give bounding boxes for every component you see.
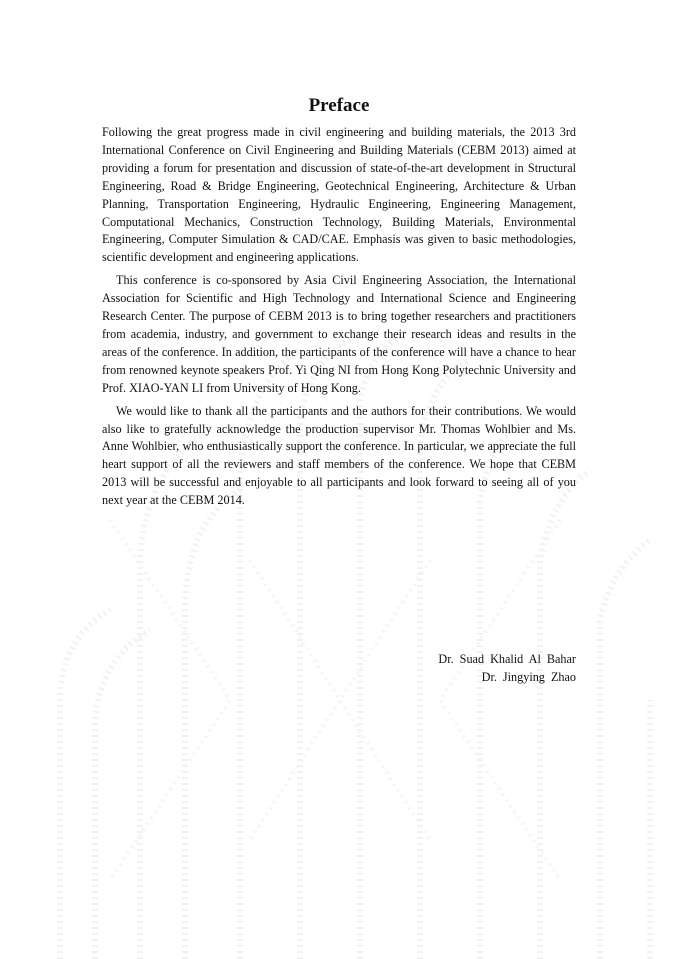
page-title: Preface bbox=[308, 95, 370, 116]
document-page bbox=[102, 92, 576, 515]
signature-suad-khalid-al-bahar: Dr. Suad Khalid Al Bahar bbox=[438, 652, 576, 666]
paragraph-intro: Following the great progress made in civil engineering and building materials, the 2013 3rd International Conference on Civil Engineering and Building Materials (CEBM 2013) aimed at providing a forum for presentation and discussion of state-of-the-art development in Structural Engineering, Road & Bridge Engineering, Geotechnical Engineering, Architecture & Urban Planning, Transportation Engineering, Hydraulic Engineering, Engineering Management, Computational Mechanics, Construction Technology, Building Materials, Environmental Engineering, Computer Simulation & CAD/CAE. Emphasis was given to basic methodologies, scientific development and engineering applications. bbox=[102, 125, 576, 265]
paragraph-sponsors: This conference is co-sponsored by Asia Civil Engineering Association, the International Association for Scientific and High Technology and International Science and Engineering Research Center. The purpose of CEBM 2013 is to bring together researchers and practitioners from academia, industry, and government to exchange their research ideas and results in the areas of the conference. In addition, the participants of the conference will have a chance to hear from renowned keynote speakers Prof. Yi Qing NI from Hong Kong Polytechnic University and Prof. XIAO-YAN LI from University of Hong Kong. bbox=[102, 273, 576, 395]
signature-block bbox=[438, 650, 576, 686]
paragraph-acknowledgements: We would like to thank all the participants and the authors for their contributions. We would also like to gratefully acknowledge the production supervisor Mr. Thomas Wohlbier and Ms. Anne Wohlbier, who enthusiastically support the conference. In particular, we appreciate the full heart support of all the reviewers and staff members of the conference. We hope that CEBM 2013 will be successful and enjoyable to all participants and look forward to seeing all of you next year at the CEBM 2014. bbox=[102, 403, 576, 508]
signature-jingying-zhao: Dr. Jingying Zhao bbox=[481, 670, 576, 684]
